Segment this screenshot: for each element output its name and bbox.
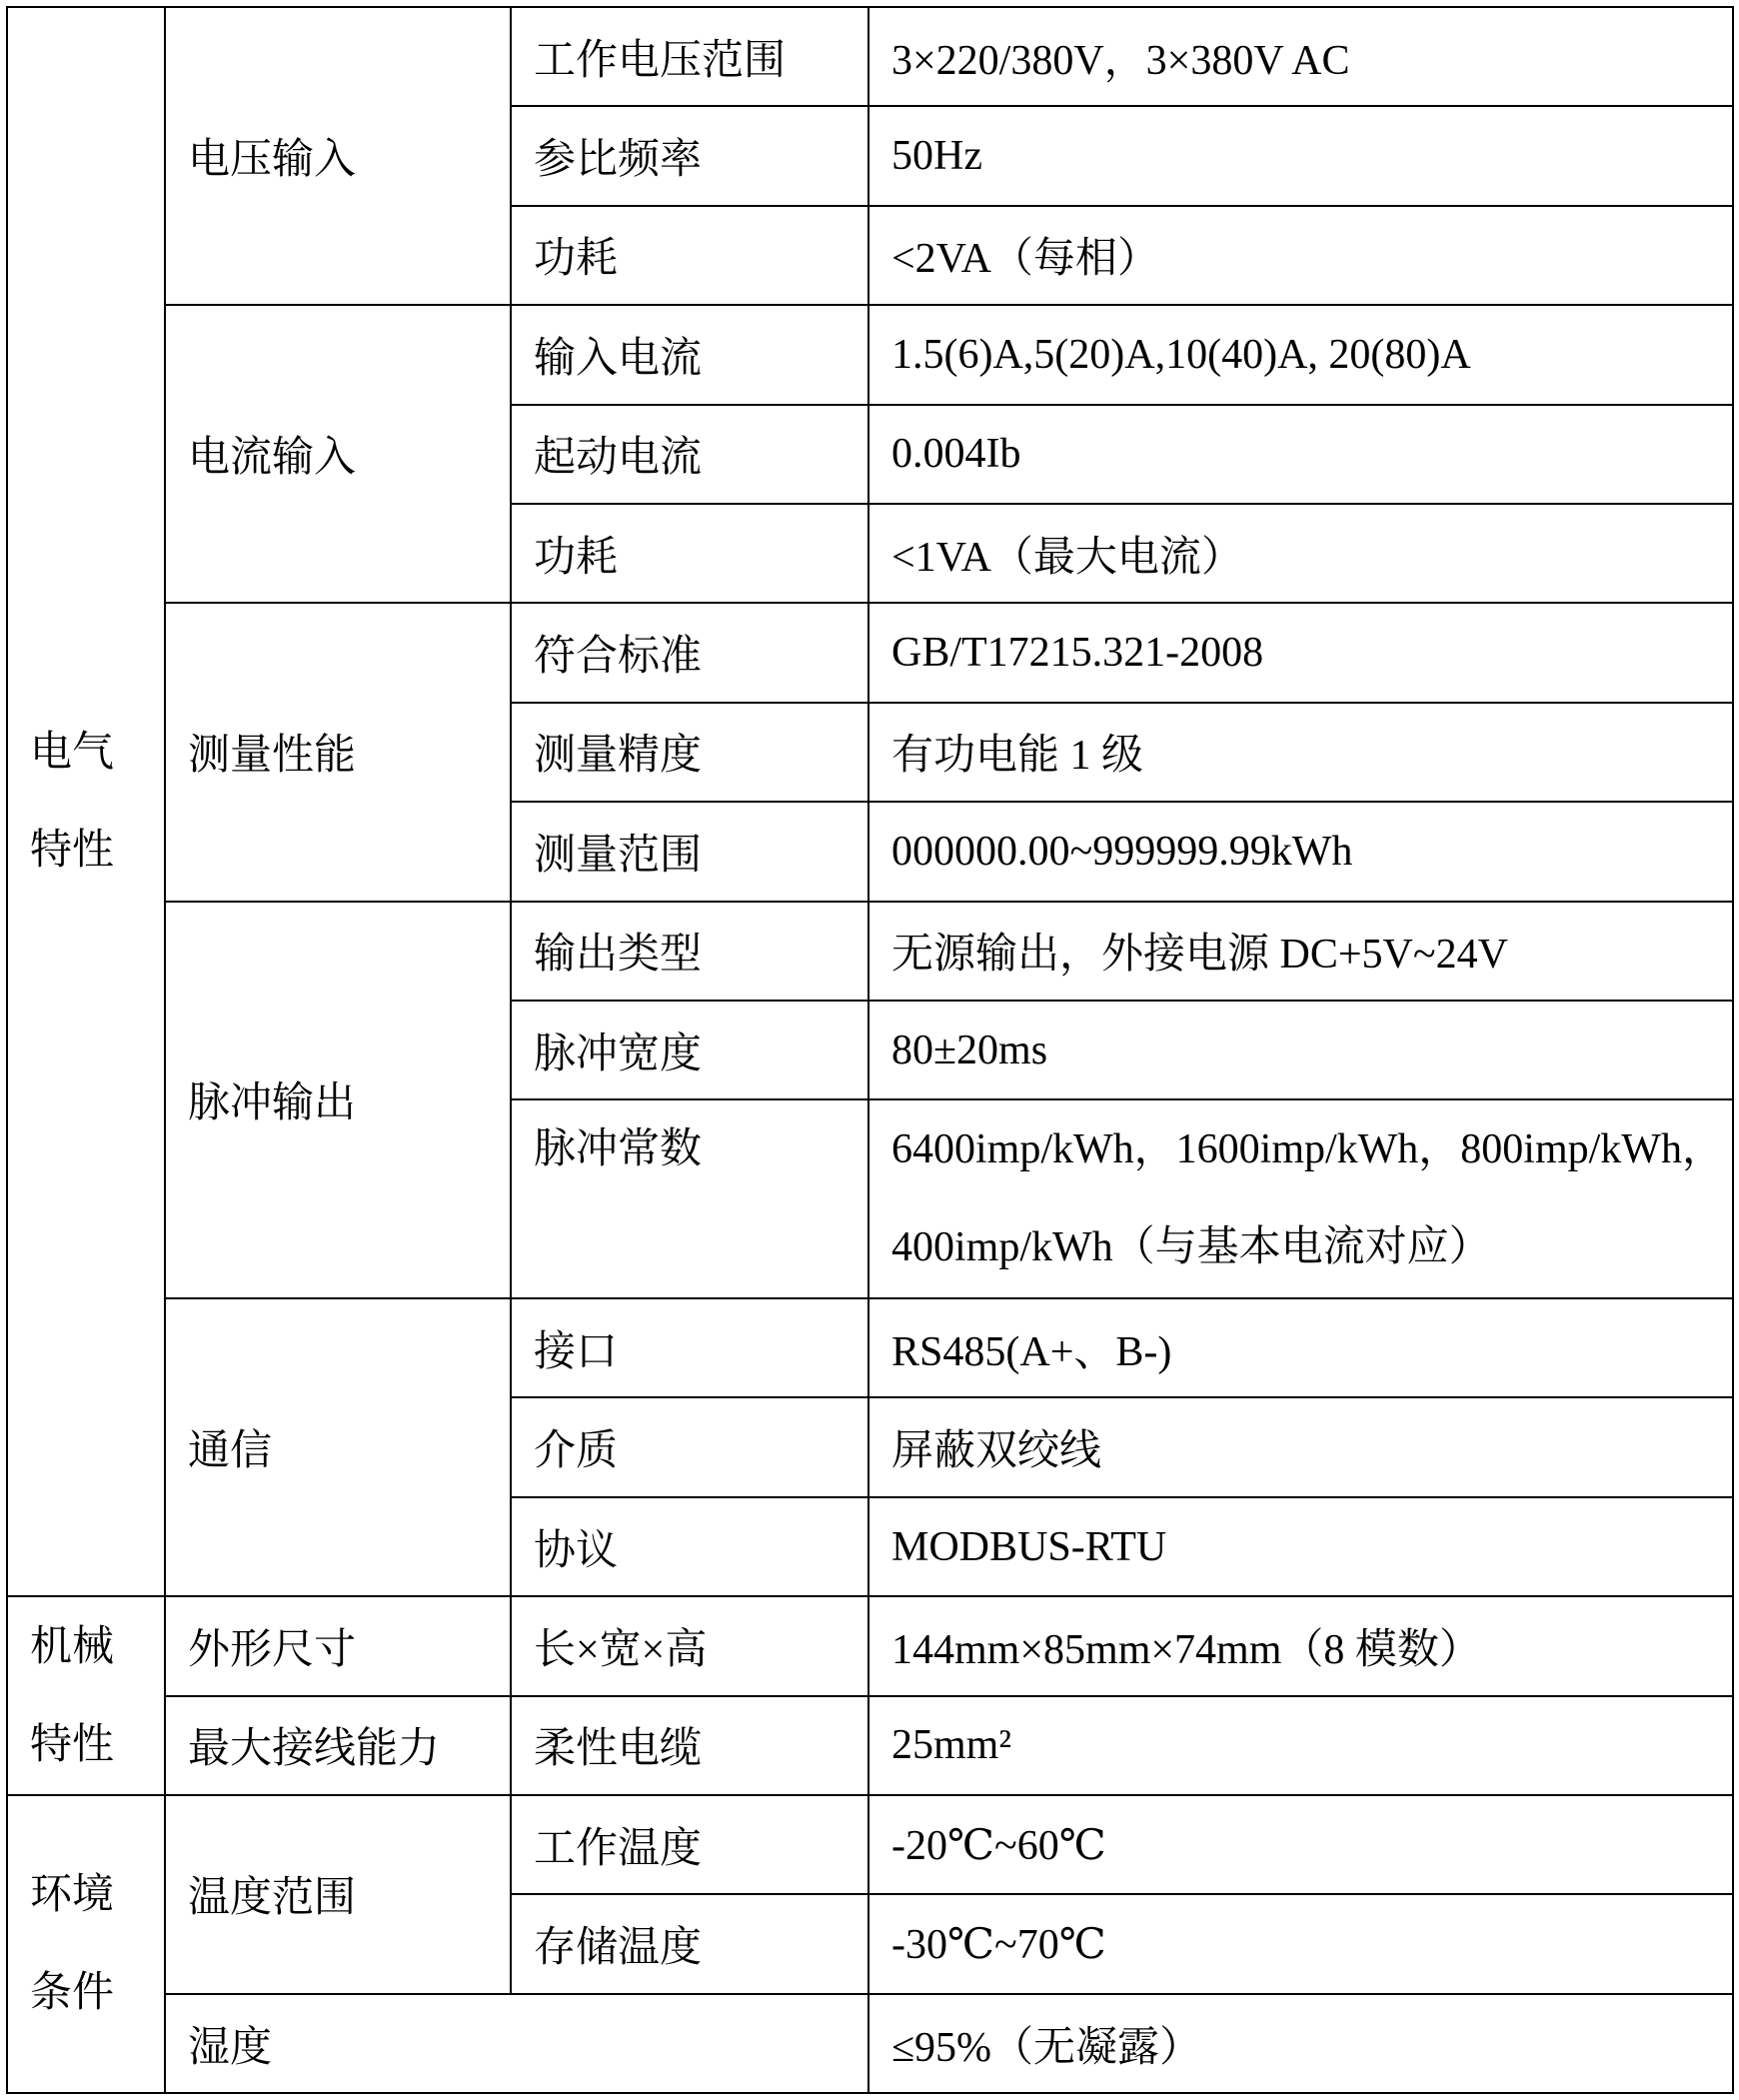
param-cell	[512, 1002, 868, 1098]
param-label: 脉冲常数	[534, 1126, 703, 1173]
group-label: 电压输入	[188, 137, 357, 184]
group-label: 湿度	[188, 2024, 273, 2071]
param-label: 输入电流	[534, 335, 703, 382]
param-label: 测量范围	[534, 832, 703, 879]
param-label: 起动电流	[534, 435, 703, 482]
param-cell	[512, 406, 868, 503]
value-cell	[870, 1498, 1732, 1595]
category-label-line: 环境	[30, 1872, 115, 1919]
param-label: 接口	[534, 1328, 619, 1375]
param-label: 功耗	[534, 534, 619, 581]
category-label-line: 特性	[30, 828, 115, 875]
category-label-line: 条件	[30, 1970, 115, 2017]
group-temperature-range	[166, 1796, 510, 1993]
group-voltage-input	[166, 8, 510, 304]
value-cell	[870, 406, 1732, 503]
value-cell	[870, 1100, 1732, 1297]
param-cell	[512, 1597, 868, 1694]
value-cell	[870, 1002, 1732, 1098]
value-text: 144mm×85mm×74mm（8 模数）	[891, 1626, 1481, 1673]
value-cell	[870, 604, 1732, 701]
group-max-wiring	[166, 1697, 510, 1794]
param-cell	[512, 903, 868, 1000]
param-cell	[512, 1895, 868, 1992]
param-cell	[512, 1697, 868, 1794]
value-cell	[870, 1597, 1732, 1694]
param-label: 输出类型	[534, 932, 703, 979]
group-label: 最大接线能力	[188, 1726, 441, 1773]
param-cell	[512, 306, 868, 403]
value-text: 3×220/380V，3×380V AC	[891, 37, 1350, 84]
param-label: 工作温度	[534, 1825, 703, 1872]
param-label: 协议	[534, 1527, 619, 1574]
value-cell	[870, 207, 1732, 304]
param-cell	[512, 107, 868, 204]
param-cell	[512, 1498, 868, 1595]
value-text: 屏蔽双绞线	[891, 1428, 1102, 1475]
value-cell	[870, 1895, 1732, 1992]
group-label: 测量性能	[188, 733, 357, 780]
param-cell	[512, 1299, 868, 1396]
param-label: 测量精度	[534, 733, 703, 780]
value-text: 25mm²	[891, 1722, 1011, 1769]
param-label: 参比频率	[534, 137, 703, 184]
value-text: 50Hz	[891, 133, 982, 180]
value-cell	[870, 107, 1732, 204]
value-text-line: 6400imp/kWh，1600imp/kWh，800imp/kWh，	[891, 1126, 1724, 1173]
value-text: <1VA（最大电流）	[891, 534, 1243, 581]
category-label-line: 特性	[30, 1721, 115, 1768]
category-mechanical	[8, 1597, 164, 1794]
value-cell	[870, 1299, 1732, 1396]
group-label: 通信	[188, 1428, 273, 1475]
param-label: 介质	[534, 1428, 619, 1475]
param-label: 工作电压范围	[534, 37, 787, 84]
param-cell	[512, 207, 868, 304]
value-text: ≤95%（无凝露）	[891, 2024, 1202, 2071]
param-label: 长×宽×高	[534, 1626, 708, 1673]
value-text: 000000.00~999999.99kWh	[891, 828, 1353, 875]
value-cell	[870, 505, 1732, 602]
group-label: 电流输入	[188, 435, 357, 482]
value-cell	[870, 306, 1732, 403]
group-humidity	[166, 1995, 868, 2092]
value-text: 1.5(6)A,5(20)A,10(40)A, 20(80)A	[891, 331, 1471, 378]
param-cell	[512, 1398, 868, 1495]
value-text: 无源输出，外接电源 DC+5V~24V	[891, 932, 1508, 979]
category-electrical	[8, 8, 164, 1595]
param-label: 存储温度	[534, 1925, 703, 1972]
value-cell	[870, 704, 1732, 801]
param-label: 功耗	[534, 236, 619, 283]
group-communication	[166, 1299, 510, 1595]
group-label: 脉冲输出	[188, 1080, 357, 1127]
category-label-line: 电气	[30, 730, 115, 777]
value-text: 0.004Ib	[891, 431, 1021, 478]
value-text: <2VA（每相）	[891, 236, 1159, 283]
value-text: GB/T17215.321-2008	[891, 630, 1264, 677]
group-measurement	[166, 604, 510, 900]
value-text: -20℃~60℃	[891, 1822, 1106, 1869]
value-text: 有功电能 1 级	[891, 733, 1144, 780]
param-cell	[512, 8, 868, 105]
value-cell	[870, 903, 1732, 1000]
value-text-line: 400imp/kWh（与基本电流对应）	[891, 1224, 1491, 1271]
value-text: MODBUS-RTU	[891, 1523, 1167, 1570]
param-cell	[512, 505, 868, 602]
value-cell	[870, 803, 1732, 900]
category-environment	[8, 1796, 164, 2092]
param-cell	[512, 803, 868, 900]
value-cell	[870, 1398, 1732, 1495]
spec-table	[6, 6, 1734, 2094]
group-dimensions	[166, 1597, 510, 1694]
category-label-line: 机械	[30, 1623, 115, 1670]
param-label: 柔性电缆	[534, 1726, 703, 1773]
value-cell	[870, 1796, 1732, 1893]
value-cell	[870, 1995, 1732, 2092]
group-label: 温度范围	[188, 1875, 357, 1922]
group-label: 外形尺寸	[188, 1626, 357, 1673]
param-cell	[512, 1796, 868, 1893]
param-cell	[512, 1100, 868, 1297]
param-label: 符合标准	[534, 634, 703, 681]
param-label: 脉冲宽度	[534, 1031, 703, 1077]
value-cell	[870, 8, 1732, 105]
group-pulse-output	[166, 903, 510, 1298]
value-text: 80±20ms	[891, 1027, 1048, 1073]
param-cell	[512, 704, 868, 801]
value-text: -30℃~70℃	[891, 1922, 1106, 1969]
param-cell	[512, 604, 868, 701]
group-current-input	[166, 306, 510, 602]
value-text: RS485(A+、B-)	[891, 1328, 1172, 1375]
value-cell	[870, 1697, 1732, 1794]
